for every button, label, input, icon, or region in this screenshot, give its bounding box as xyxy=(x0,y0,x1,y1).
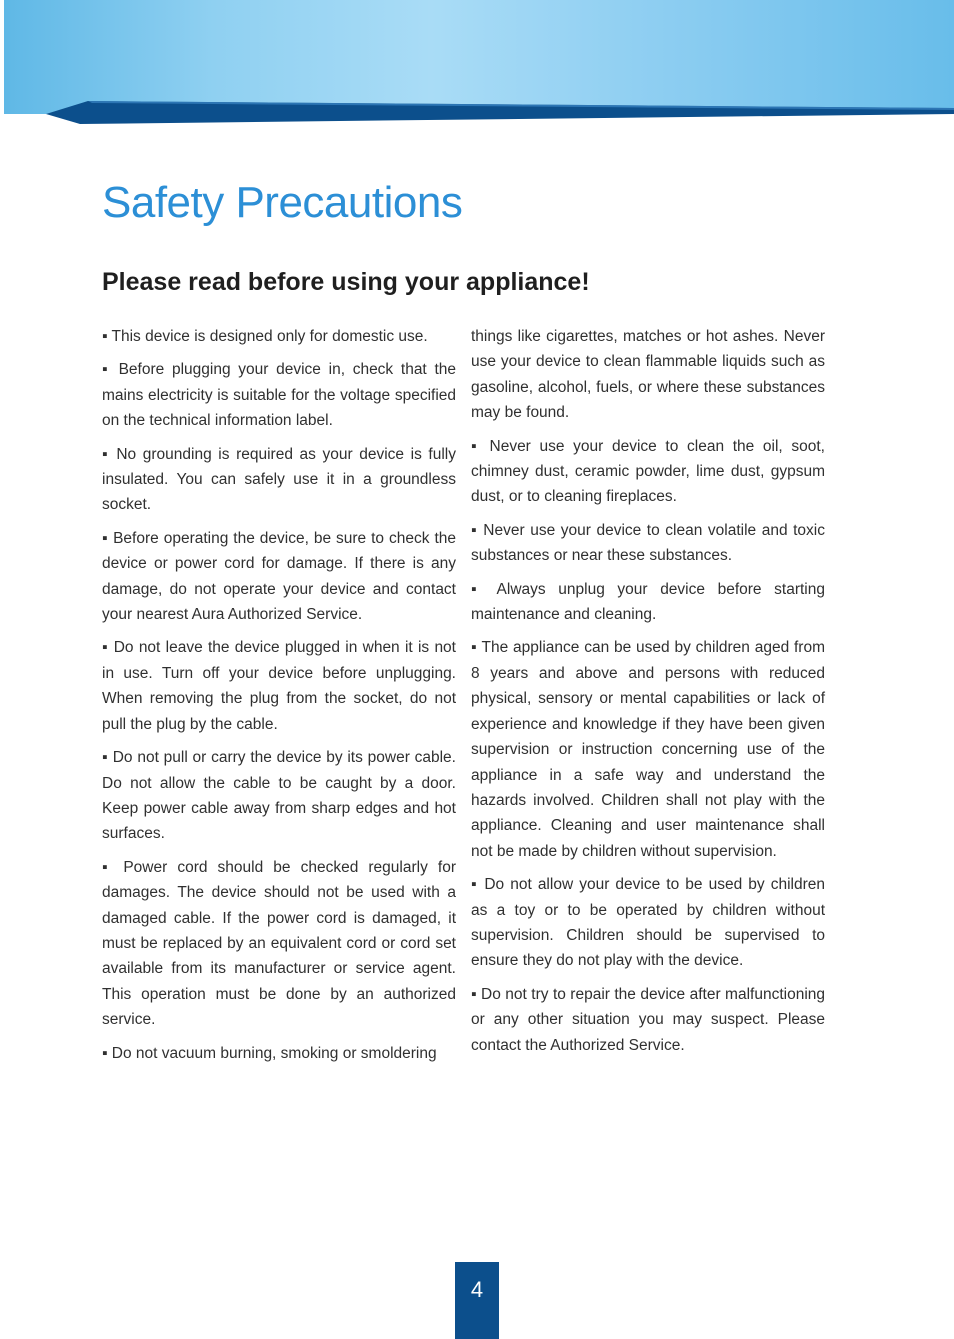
safety-item: ▪ Power cord should be checked regularly for damages. The device should not be used with a damaged cable. If the power cord is damaged, it must be replaced by an equivalent cord or cord set available from its manufacturer or service agent. This operation must be done by an authorized service. xyxy=(102,858,456,1029)
safety-item: ▪ Do not pull or carry the device by its power cable. Do not allow the cable to be caught by a door. Keep power cable away from sharp edges and hot surfaces. xyxy=(102,749,456,843)
safety-item: ▪ Before plugging your device in, check that the mains electricity is suitable for the voltage specified on the technical information label. xyxy=(102,361,456,430)
page-subtitle: Please read before using your appliance! xyxy=(102,268,590,296)
safety-item: ▪ The appliance can be used by children aged from 8 years and above and persons with reduced physical, sensory or mental capabilities or lack of experience and knowledge if they have been given supervision or instruction concerning use of the appliance in a safe way and understand the hazards involved. Children shall not play with the appliance. Cleaning and user maintenance shall not be made by children without supervision. xyxy=(471,639,825,860)
safety-item: ▪ Never use your device to clean volatile and toxic substances or near these substances. xyxy=(471,521,825,565)
safety-item: ▪ Always unplug your device before starting maintenance and cleaning. xyxy=(471,580,825,624)
right-column xyxy=(471,324,825,1066)
header-stripe xyxy=(0,0,954,130)
page-title: Safety Precautions xyxy=(102,178,463,227)
safety-item: ▪ Do not vacuum burning, smoking or smoldering xyxy=(102,1044,437,1062)
left-column xyxy=(102,324,456,1074)
safety-item: ▪ Do not leave the device plugged in when it is not in use. Turn off your device before unplugging. When removing the plug from the socket, do not pull the plug by the cable. xyxy=(102,639,456,733)
safety-item: ▪ Before operating the device, be sure to check the device or power cord for damage. If there is any damage, do not operate your device and contact your nearest Aura Authorized Service. xyxy=(102,529,456,624)
safety-item: ▪ No grounding is required as your device is fully insulated. You can safely use it in a groundless socket. xyxy=(102,445,456,514)
safety-item: ▪ Never use your device to clean the oil, soot, chimney dust, ceramic powder, lime dust, gypsum dust, or to cleaning fireplaces. xyxy=(471,437,825,506)
safety-item: ▪ This device is designed only for domestic use. xyxy=(102,328,428,345)
page-number: 4 xyxy=(455,1262,499,1339)
safety-item: things like cigarettes, matches or hot ashes. Never use your device to clean flammable liquids such as gasoline, alcohol, fuels, or where these substances may be found. xyxy=(471,328,825,422)
safety-item: ▪ Do not try to repair the device after malfunctioning or any other situation you may suspect. Please contact the Authorized Service. xyxy=(471,985,825,1054)
safety-item: ▪ Do not allow your device to be used by children as a toy or to be operated by children without supervision. Children should be supervised to ensure they do not play with the device. xyxy=(471,876,825,970)
